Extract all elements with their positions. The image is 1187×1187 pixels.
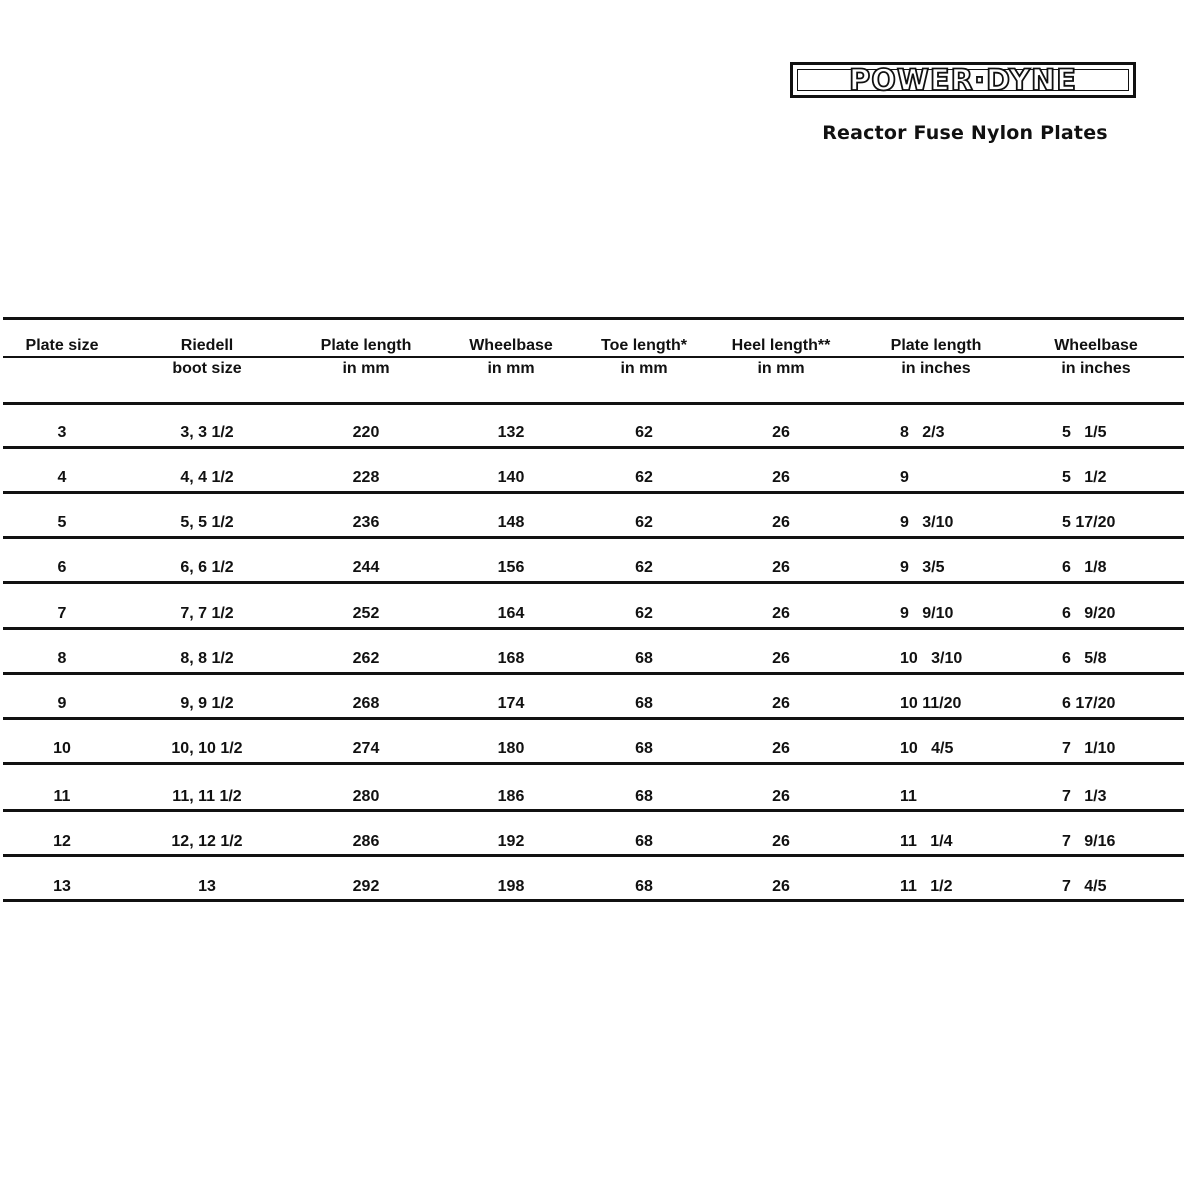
table-cell: 62 bbox=[635, 559, 653, 576]
table-cell: 5 bbox=[57, 514, 67, 531]
table-cell: 7 4/5 bbox=[1062, 878, 1107, 895]
table-rule bbox=[3, 536, 1184, 539]
table-cell: 274 bbox=[352, 740, 380, 757]
table-cell: 26 bbox=[772, 695, 790, 712]
table-cell: 236 bbox=[352, 514, 380, 531]
table-cell: 148 bbox=[497, 514, 525, 531]
table-cell: 9 3/10 bbox=[900, 514, 954, 531]
table-cell: 10 bbox=[53, 740, 71, 757]
table-cell: 198 bbox=[497, 878, 525, 895]
column-header-unit: in mm bbox=[487, 360, 535, 377]
table-cell: 268 bbox=[352, 695, 380, 712]
table-cell: 6 bbox=[57, 559, 67, 576]
table-cell: 10, 10 1/2 bbox=[171, 740, 243, 757]
table-cell: 68 bbox=[635, 650, 653, 667]
column-header: Plate length bbox=[320, 337, 412, 354]
table-rule bbox=[3, 717, 1184, 720]
table-cell: 140 bbox=[497, 469, 525, 486]
table-cell: 252 bbox=[352, 605, 380, 622]
table-rule bbox=[3, 899, 1184, 902]
table-cell: 6 1/8 bbox=[1062, 559, 1107, 576]
table-cell: 11 bbox=[53, 788, 71, 805]
table-cell: 8, 8 1/2 bbox=[180, 650, 234, 667]
table-cell: 7 9/16 bbox=[1062, 833, 1116, 850]
column-header: Riedell bbox=[180, 337, 234, 354]
table-cell: 3 bbox=[57, 424, 67, 441]
table-rule bbox=[3, 446, 1184, 449]
table-cell: 11 bbox=[900, 788, 917, 805]
table-cell: 26 bbox=[772, 469, 790, 486]
table-rule bbox=[3, 627, 1184, 630]
table-cell: 7, 7 1/2 bbox=[180, 605, 234, 622]
table-cell: 180 bbox=[497, 740, 525, 757]
table-cell: 68 bbox=[635, 740, 653, 757]
table-rule bbox=[3, 672, 1184, 675]
table-cell: 4, 4 1/2 bbox=[180, 469, 234, 486]
table-cell: 9, 9 1/2 bbox=[180, 695, 234, 712]
table-cell: 26 bbox=[772, 833, 790, 850]
column-header-unit: boot size bbox=[172, 360, 242, 377]
powerdyne-logo bbox=[790, 62, 1136, 98]
column-header: Toe length* bbox=[601, 337, 687, 354]
table-cell: 12 bbox=[53, 833, 71, 850]
table-rule bbox=[3, 854, 1184, 857]
column-header: Heel length** bbox=[731, 337, 831, 354]
table-cell: 8 2/3 bbox=[900, 424, 945, 441]
table-cell: 62 bbox=[635, 514, 653, 531]
table-cell: 13 bbox=[53, 878, 71, 895]
column-header-unit: in inches bbox=[1061, 360, 1131, 377]
table-cell: 26 bbox=[772, 650, 790, 667]
column-header-unit: in mm bbox=[342, 360, 390, 377]
table-cell: 192 bbox=[497, 833, 525, 850]
table-cell: 292 bbox=[352, 878, 380, 895]
table-cell: 132 bbox=[497, 424, 525, 441]
table-cell: 26 bbox=[772, 878, 790, 895]
table-cell: 8 bbox=[57, 650, 67, 667]
table-cell: 7 bbox=[57, 605, 67, 622]
table-cell: 174 bbox=[497, 695, 525, 712]
column-header: Wheelbase bbox=[469, 337, 553, 354]
table-cell: 68 bbox=[635, 878, 653, 895]
table-cell: 262 bbox=[352, 650, 380, 667]
table-cell: 11 1/4 bbox=[900, 833, 953, 850]
table-cell: 4 bbox=[57, 469, 67, 486]
table-cell: 9 bbox=[900, 469, 909, 486]
table-cell: 164 bbox=[497, 605, 525, 622]
table-cell: 13 bbox=[198, 878, 216, 895]
table-cell: 62 bbox=[635, 605, 653, 622]
table-cell: 9 3/5 bbox=[900, 559, 945, 576]
table-cell: 26 bbox=[772, 559, 790, 576]
table-cell: 68 bbox=[635, 788, 653, 805]
table-cell: 11 1/2 bbox=[900, 878, 953, 895]
column-header-unit: in mm bbox=[620, 360, 668, 377]
table-cell: 6 5/8 bbox=[1062, 650, 1107, 667]
column-header: Plate size bbox=[25, 337, 99, 354]
table-rule bbox=[3, 317, 1184, 320]
table-cell: 9 9/10 bbox=[900, 605, 954, 622]
table-cell: 68 bbox=[635, 695, 653, 712]
table-cell: 244 bbox=[352, 559, 380, 576]
table-cell: 5 1/2 bbox=[1062, 469, 1107, 486]
table-cell: 280 bbox=[352, 788, 380, 805]
table-cell: 5 17/20 bbox=[1062, 514, 1116, 531]
table-cell: 186 bbox=[497, 788, 525, 805]
table-cell: 62 bbox=[635, 469, 653, 486]
table-cell: 5, 5 1/2 bbox=[180, 514, 234, 531]
table-cell: 168 bbox=[497, 650, 525, 667]
table-cell: 6 17/20 bbox=[1062, 695, 1116, 712]
table-rule bbox=[3, 762, 1184, 765]
table-cell: 62 bbox=[635, 424, 653, 441]
table-cell: 68 bbox=[635, 833, 653, 850]
table-rule bbox=[3, 581, 1184, 584]
column-header: Plate length bbox=[890, 337, 982, 354]
table-cell: 26 bbox=[772, 788, 790, 805]
table-rule bbox=[3, 356, 1184, 358]
table-cell: 6 9/20 bbox=[1062, 605, 1116, 622]
table-cell: 11, 11 1/2 bbox=[172, 788, 242, 805]
table-cell: 26 bbox=[772, 740, 790, 757]
table-cell: 12, 12 1/2 bbox=[171, 833, 243, 850]
table-cell: 10 4/5 bbox=[900, 740, 954, 757]
table-cell: 286 bbox=[352, 833, 380, 850]
table-cell: 3, 3 1/2 bbox=[180, 424, 234, 441]
table-cell: 26 bbox=[772, 605, 790, 622]
table-cell: 26 bbox=[772, 424, 790, 441]
table-cell: 5 1/5 bbox=[1062, 424, 1107, 441]
table-cell: 156 bbox=[497, 559, 525, 576]
table-rule bbox=[3, 809, 1184, 812]
column-header: Wheelbase bbox=[1054, 337, 1138, 354]
table-cell: 6, 6 1/2 bbox=[180, 559, 234, 576]
logo-text: POWER·DYNE bbox=[848, 62, 1078, 97]
table-rule bbox=[3, 491, 1184, 494]
table-cell: 10 3/10 bbox=[900, 650, 963, 667]
column-header-unit: in inches bbox=[901, 360, 971, 377]
table-cell: 9 bbox=[57, 695, 67, 712]
table-cell: 26 bbox=[772, 514, 790, 531]
table-cell: 10 11/20 bbox=[900, 695, 962, 712]
column-header-unit: in mm bbox=[757, 360, 805, 377]
table-rule bbox=[3, 402, 1184, 405]
table-cell: 7 1/10 bbox=[1062, 740, 1116, 757]
table-cell: 220 bbox=[352, 424, 380, 441]
table-cell: 7 1/3 bbox=[1062, 788, 1107, 805]
document-title: Reactor Fuse Nylon Plates bbox=[822, 122, 1108, 144]
table-cell: 228 bbox=[352, 469, 380, 486]
